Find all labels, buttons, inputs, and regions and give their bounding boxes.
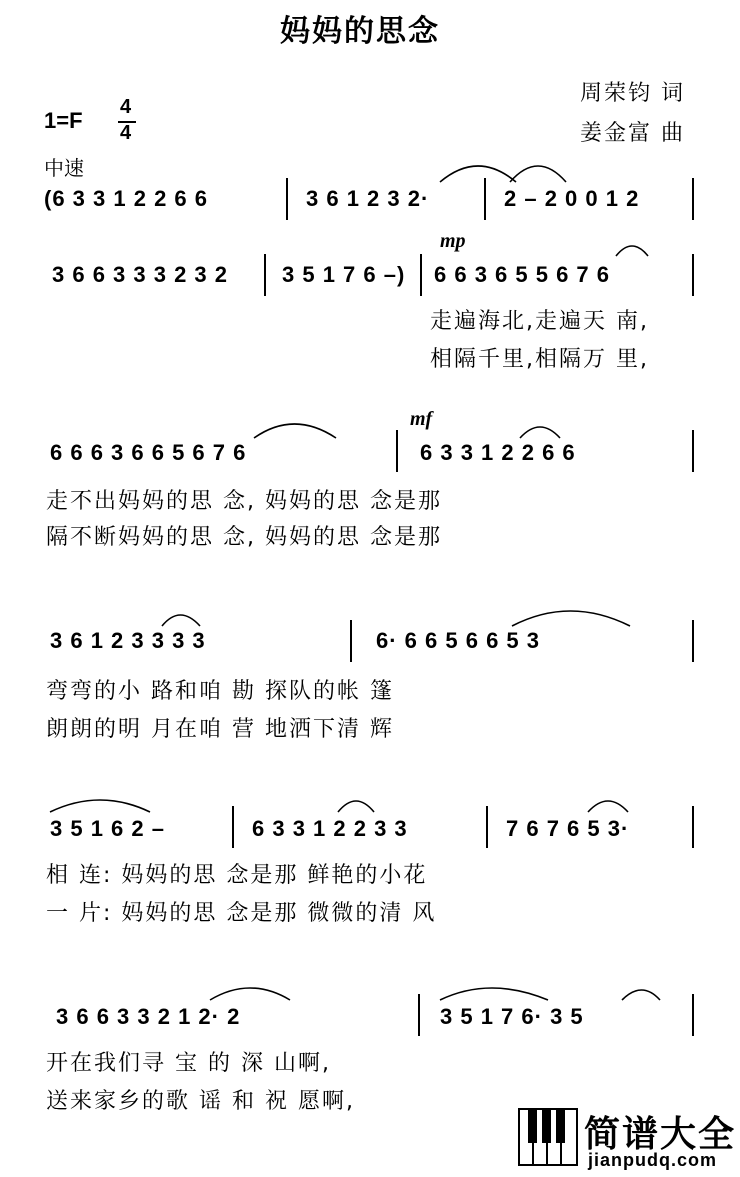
slur xyxy=(616,246,648,256)
system-1-measure-1: (6 3 3 1 2 2 6 6 xyxy=(44,186,208,211)
slur xyxy=(520,427,560,438)
slur xyxy=(162,615,200,626)
system-4-measure-2: 6· 6 6 5 6 6 5 3 xyxy=(376,628,540,653)
system-5-measure-2: 6 3 3 1 2 2 3 3 xyxy=(252,816,408,841)
system-6-lyrics-verse-1: 开在我们寻 宝 的 深 山啊, xyxy=(46,1051,331,1076)
page-title: 妈妈的思念 xyxy=(280,14,440,49)
system-2-measure-2: 3 5 1 7 6 –) xyxy=(282,262,406,287)
watermark-brand: 简谱大全 xyxy=(584,1114,737,1155)
time-signature-top: 4 xyxy=(120,96,132,118)
tempo-marking: 中速 xyxy=(44,156,84,180)
system-3-lyrics-verse-2: 隔不断妈妈的思 念, 妈妈的思 念是那 xyxy=(46,525,442,550)
system-5-lyrics-verse-2: 一 片: 妈妈的思 念是那 微微的清 风 xyxy=(46,901,437,926)
system-6-lyrics-verse-2: 送来家乡的歌 谣 和 祝 愿啊, xyxy=(46,1089,355,1114)
slur xyxy=(338,801,374,812)
slur xyxy=(588,801,628,812)
time-signature-bottom: 4 xyxy=(120,122,132,144)
system-3-measure-2: 6 3 3 1 2 2 6 6 xyxy=(420,440,576,465)
slur xyxy=(254,424,336,438)
slur xyxy=(210,988,290,1000)
system-2-lyrics-verse-2: 相隔千里,相隔万 里, xyxy=(430,347,649,372)
system-2-lyrics-verse-1: 走遍海北,走遍天 南, xyxy=(430,309,649,334)
system-2-measure-3: 6 6 3 6 5 5 6 7 6 xyxy=(434,262,611,287)
dynamic-mf: mf xyxy=(410,408,433,430)
system-5-lyrics-verse-1: 相 连: 妈妈的思 念是那 鲜艳的小花 xyxy=(46,863,428,888)
dynamic-mp: mp xyxy=(440,230,466,252)
system-3-measure-1: 6 6 6 3 6 6 5 6 7 6 xyxy=(50,440,247,465)
slur xyxy=(440,166,516,182)
system-5-measure-1: 3 5 1 6 2 – xyxy=(50,816,165,841)
lyricist-credit: 周荣钧 词 xyxy=(580,81,685,106)
system-6-measure-2: 3 5 1 7 6· 3 5 xyxy=(440,1004,584,1029)
system-5-measure-3: 7 6 7 6 5 3· xyxy=(506,816,630,841)
slur xyxy=(510,166,566,182)
slur xyxy=(440,988,548,1000)
key-signature: 1=F xyxy=(44,108,83,133)
watermark-url: jianpudq.com xyxy=(588,1150,717,1170)
system-2-measure-1: 3 6 6 3 3 3 2 3 2 xyxy=(52,262,229,287)
system-1-measure-2: 3 6 1 2 3 2· xyxy=(306,186,430,211)
slur xyxy=(50,800,150,812)
watermark-logo xyxy=(518,1108,578,1170)
system-1-measure-3: 2 – 2 0 0 1 2 xyxy=(504,186,640,211)
system-3-lyrics-verse-1: 走不出妈妈的思 念, 妈妈的思 念是那 xyxy=(46,489,442,514)
system-4-lyrics-verse-1: 弯弯的小 路和咱 勘 探队的帐 篷 xyxy=(46,679,394,704)
slur xyxy=(622,990,660,1000)
piano-icon xyxy=(518,1108,578,1166)
system-4-lyrics-verse-2: 朗朗的明 月在咱 营 地洒下清 辉 xyxy=(46,717,394,742)
composer-credit: 姜金富 曲 xyxy=(580,121,685,146)
slur xyxy=(512,611,630,626)
system-6-measure-1: 3 6 6 3 3 2 1 2· 2 xyxy=(56,1004,241,1029)
system-4-measure-1: 3 6 1 2 3 3 3 3 xyxy=(50,628,206,653)
